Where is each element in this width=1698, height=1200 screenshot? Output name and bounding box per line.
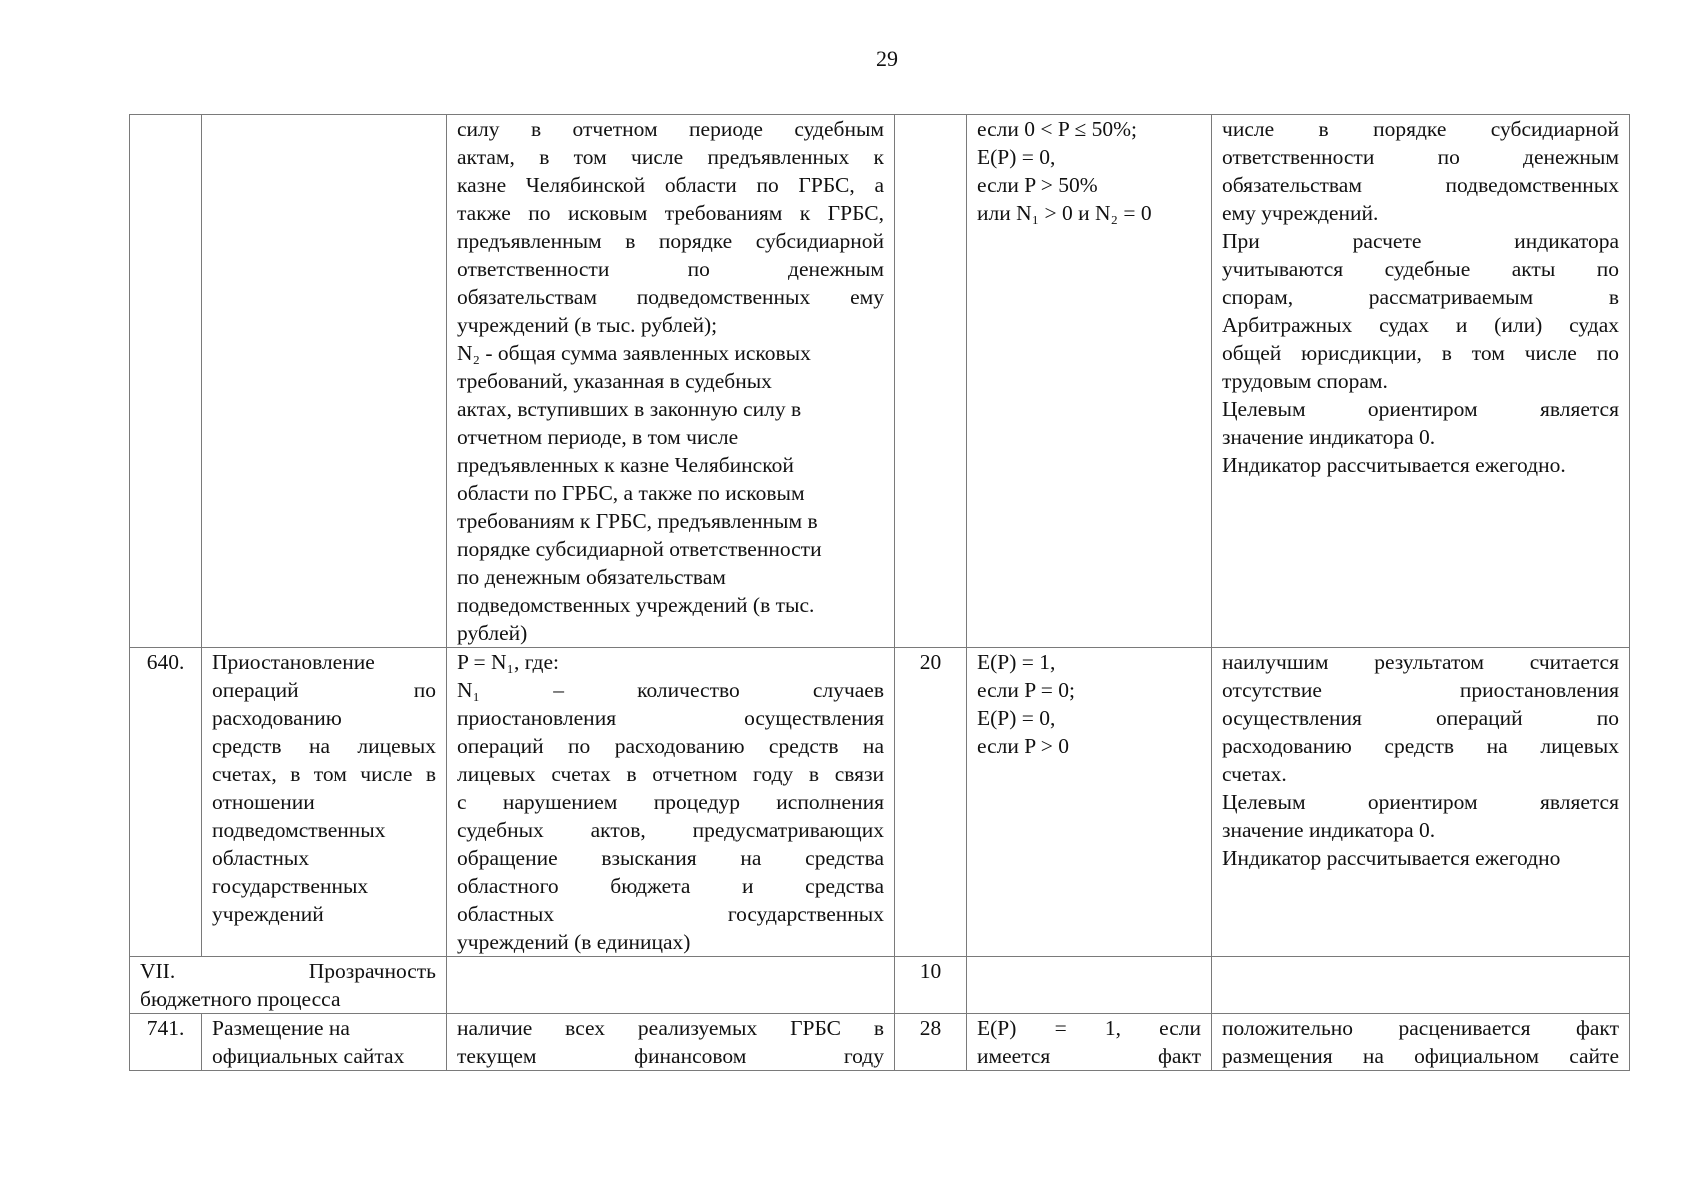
- comment-text: [1222, 648, 1619, 872]
- text-line: лицевых счетах в отчетном году в связи: [457, 762, 884, 786]
- text-line: учитываются судебные акты по: [1222, 257, 1619, 281]
- text-line: если P > 50%: [977, 173, 1098, 197]
- weight-cell: [895, 957, 967, 1014]
- text-line: Арбитражных судах и (или) судах: [1222, 313, 1619, 337]
- text-line: обязательствам подведомственных: [1222, 173, 1619, 197]
- text-line: положительно расценивается факт: [1222, 1016, 1619, 1040]
- weight-value: 20: [919, 650, 942, 674]
- text-line: счетах, в том числе в: [212, 762, 436, 786]
- formula-text: [457, 648, 884, 956]
- name-cell: [202, 115, 447, 648]
- text-line: подведомственных: [212, 818, 386, 842]
- text-line: областных: [212, 846, 310, 870]
- text-line: значение индикатора 0.: [1222, 818, 1436, 842]
- evaluation-cell: [967, 1014, 1212, 1071]
- indicator-table: [129, 114, 1630, 1071]
- text-line: N₁ – количество случаев: [457, 678, 884, 702]
- text-line: государственных: [212, 874, 369, 898]
- text-line: счетах.: [1222, 762, 1287, 786]
- evaluation-cell: [967, 648, 1212, 957]
- text-line: E(P) = 0,: [977, 145, 1056, 169]
- section-title-cell: [130, 957, 447, 1014]
- formula-cell: [447, 115, 895, 648]
- text-line: Размещение на: [212, 1016, 350, 1040]
- text-line: также по исковым требованиям к ГРБС,: [457, 201, 884, 225]
- text-line: ответственности по денежным: [1222, 145, 1619, 169]
- text-line: VII. Прозрачность: [140, 959, 436, 983]
- text-line: требованиям к ГРБС, предъявленным в: [457, 509, 818, 533]
- text-line: актах, вступивших в законную силу в: [457, 397, 802, 421]
- comment-cell: [1212, 957, 1630, 1014]
- text-line: спорам, рассматриваемым в: [1222, 285, 1619, 309]
- text-line: Целевым ориентиром является: [1222, 397, 1619, 421]
- text-line: обращение взыскания на средства: [457, 846, 884, 870]
- comment-cell: [1212, 648, 1630, 957]
- row-number: 741.: [146, 1016, 185, 1040]
- text-line: или N₁ > 0 и N₂ = 0: [977, 201, 1152, 225]
- formula-cell: [447, 1014, 895, 1071]
- text-line: если P > 0: [977, 734, 1070, 758]
- text-line: средств на лицевых: [212, 734, 436, 758]
- text-line: учреждений: [212, 902, 324, 926]
- page-number: 29: [876, 46, 898, 71]
- text-line: официальных сайтах: [212, 1044, 405, 1068]
- evaluation-cell: [967, 957, 1212, 1014]
- text-line: имеется факт: [977, 1044, 1201, 1068]
- text-line: текущем финансовом году: [457, 1044, 884, 1068]
- text-line: значение индикатора 0.: [1222, 425, 1436, 449]
- formula-cell: [447, 957, 895, 1014]
- text-line: бюджетного процесса: [140, 987, 341, 1011]
- text-line: предъявленных к казне Челябинской: [457, 453, 794, 477]
- text-line: P = N₁, где:: [457, 650, 560, 674]
- name-cell: [202, 648, 447, 957]
- text-line: силу в отчетном периоде судебным: [457, 117, 884, 141]
- text-line: общей юрисдикции, в том числе по: [1222, 341, 1619, 365]
- text-line: E(P) = 1, если: [977, 1016, 1201, 1040]
- evaluation-text: [977, 115, 1201, 227]
- text-line: наличие всех реализуемых ГРБС в: [457, 1016, 884, 1040]
- text-line: осуществления операций по: [1222, 706, 1619, 730]
- text-line: ответственности по денежным: [457, 257, 884, 281]
- text-line: При расчете индикатора: [1222, 229, 1619, 253]
- text-line: отсутствие приостановления: [1222, 678, 1619, 702]
- text-line: ему учреждений.: [1222, 201, 1379, 225]
- table-row-continuation: [130, 115, 1630, 648]
- text-line: расходованию средств на лицевых: [1222, 734, 1619, 758]
- text-line: N₂ - общая сумма заявленных исковых: [457, 341, 811, 365]
- text-line: расходованию: [212, 706, 342, 730]
- text-line: порядке субсидиарной ответственности: [457, 537, 822, 561]
- row-number: 640.: [146, 650, 185, 674]
- text-line: наилучшим результатом считается: [1222, 650, 1619, 674]
- number-cell: [130, 648, 202, 957]
- text-line: судебных актов, предусматривающих: [457, 818, 884, 842]
- text-line: предъявленным в порядке субсидиарной: [457, 229, 884, 253]
- weight-value: 28: [919, 1016, 942, 1040]
- table-row-640: [130, 648, 1630, 957]
- weight-cell: [895, 1014, 967, 1071]
- section-row: [130, 957, 1630, 1014]
- text-line: с нарушением процедур исполнения: [457, 790, 884, 814]
- text-line: отчетном периоде, в том числе: [457, 425, 739, 449]
- text-line: операций по: [212, 678, 436, 702]
- text-line: области по ГРБС, а также по исковым: [457, 481, 805, 505]
- number-cell: [130, 115, 202, 648]
- formula-text: [457, 115, 884, 647]
- text-line: отношении: [212, 790, 315, 814]
- weight-cell: [895, 115, 967, 648]
- indicator-name: [212, 1014, 436, 1070]
- text-line: областных государственных: [457, 902, 884, 926]
- text-line: по денежным обязательствам: [457, 565, 726, 589]
- text-line: размещения на официальном сайте: [1222, 1044, 1619, 1068]
- text-line: требований, указанная в судебных: [457, 369, 772, 393]
- weight-value: 10: [919, 959, 942, 983]
- text-line: приостановления осуществления: [457, 706, 884, 730]
- indicator-name: [212, 648, 436, 928]
- text-line: актам, в том числе предъявленных к: [457, 145, 884, 169]
- evaluation-text: [977, 648, 1201, 760]
- text-line: E(P) = 1,: [977, 650, 1056, 674]
- formula-cell: [447, 648, 895, 957]
- text-line: Приостановление: [212, 650, 375, 674]
- text-line: учреждений (в тыс. рублей);: [457, 313, 718, 337]
- text-line: рублей): [457, 621, 528, 645]
- comment-text: [1222, 1014, 1619, 1070]
- text-line: трудовым спорам.: [1222, 369, 1388, 393]
- table-row-741: [130, 1014, 1630, 1071]
- text-line: областного бюджета и средства: [457, 874, 884, 898]
- name-cell: [202, 1014, 447, 1071]
- evaluation-text: [977, 1014, 1201, 1070]
- text-line: операций по расходованию средств на: [457, 734, 884, 758]
- text-line: подведомственных учреждений (в тыс.: [457, 593, 815, 617]
- text-line: учреждений (в единицах): [457, 930, 691, 954]
- text-line: Целевым ориентиром является: [1222, 790, 1619, 814]
- text-line: обязательствам подведомственных ему: [457, 285, 884, 309]
- weight-cell: [895, 648, 967, 957]
- comment-cell: [1212, 1014, 1630, 1071]
- formula-text: [457, 1014, 884, 1070]
- comment-text: [1222, 115, 1619, 479]
- text-line: Индикатор рассчитывается ежегодно: [1222, 846, 1561, 870]
- text-line: если P = 0;: [977, 678, 1075, 702]
- text-line: если 0 < P ≤ 50%;: [977, 117, 1137, 141]
- text-line: Индикатор рассчитывается ежегодно.: [1222, 453, 1566, 477]
- number-cell: [130, 1014, 202, 1071]
- section-title: [140, 957, 436, 1013]
- evaluation-cell: [967, 115, 1212, 648]
- text-line: числе в порядке субсидиарной: [1222, 117, 1619, 141]
- comment-cell: [1212, 115, 1630, 648]
- text-line: казне Челябинской области по ГРБС, а: [457, 173, 884, 197]
- text-line: E(P) = 0,: [977, 706, 1056, 730]
